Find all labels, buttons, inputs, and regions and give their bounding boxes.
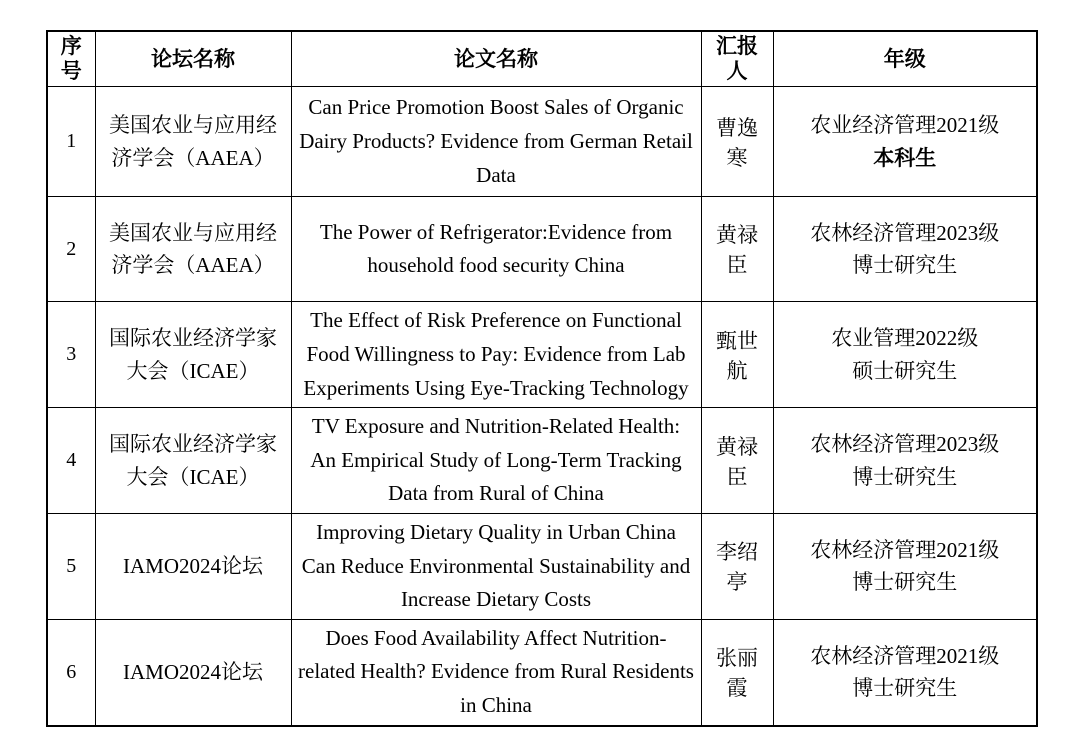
cell-no: 1 — [47, 87, 95, 197]
cell-presenter: 李绍亭 — [701, 513, 773, 619]
grade-level: 博士研究生 — [852, 676, 958, 701]
cell-forum: IAMO2024论坛 — [95, 513, 291, 619]
grade-program: 农林经济管理2021级 — [810, 537, 1000, 562]
table-row — [47, 408, 1037, 514]
cell-no: 4 — [47, 408, 95, 514]
cell-grade — [773, 408, 1037, 514]
table-row — [47, 197, 1037, 302]
cell-presenter: 甄世航 — [701, 302, 773, 408]
forum-papers-table — [46, 30, 1038, 727]
cell-no: 5 — [47, 513, 95, 619]
cell-paper: Can Price Promotion Boost Sales of Organic Dairy Products? Evidence from German Retail Data — [291, 87, 701, 197]
grade-level: 博士研究生 — [852, 570, 958, 595]
column-header-no: 序号 — [47, 31, 95, 87]
cell-forum: 国际农业经济学家大会（ICAE） — [95, 302, 291, 408]
table-row — [47, 619, 1037, 725]
cell-paper: Improving Dietary Quality in Urban China Can Reduce Environmental Sustainability and Increase Dietary Costs — [291, 513, 701, 619]
cell-paper: The Power of Refrigerator:Evidence from household food security China — [291, 197, 701, 302]
cell-paper: Does Food Availability Affect Nutrition-related Health? Evidence from Rural Residents in China — [291, 619, 701, 725]
cell-no: 2 — [47, 197, 95, 302]
grade-program: 农林经济管理2021级 — [810, 643, 1000, 668]
cell-no: 6 — [47, 619, 95, 725]
cell-grade — [773, 87, 1037, 197]
table-row — [47, 87, 1037, 197]
grade-program: 农林经济管理2023级 — [810, 220, 1000, 245]
cell-presenter: 黄禄臣 — [701, 197, 773, 302]
grade-program: 农林经济管理2023级 — [810, 432, 1000, 456]
column-header-forum: 论坛名称 — [95, 31, 291, 87]
grade-program: 农业管理2022级 — [831, 326, 979, 351]
table-header-row — [47, 31, 1037, 87]
grade-level: 硕士研究生 — [852, 358, 958, 383]
grade-level: 本科生 — [873, 145, 937, 170]
table-row — [47, 302, 1037, 408]
column-header-grade: 年级 — [773, 31, 1037, 87]
cell-paper: TV Exposure and Nutrition-Related Health: An Empirical Study of Long-Term Tracking Data from Rural of China — [291, 408, 701, 514]
cell-grade — [773, 619, 1037, 725]
table-row — [47, 513, 1037, 619]
grade-level: 博士研究生 — [852, 464, 958, 489]
grade-program: 农业经济管理2021级 — [810, 113, 1000, 138]
column-header-presenter: 汇报人 — [701, 31, 773, 87]
cell-presenter: 黄禄臣 — [701, 408, 773, 514]
cell-forum: 国际农业经济学家大会（ICAE） — [95, 408, 291, 514]
cell-grade — [773, 513, 1037, 619]
cell-presenter: 曹逸寒 — [701, 87, 773, 197]
column-header-paper: 论文名称 — [291, 31, 701, 87]
cell-forum: IAMO2024论坛 — [95, 619, 291, 725]
cell-presenter: 张丽霞 — [701, 619, 773, 725]
cell-forum: 美国农业与应用经济学会（AAEA） — [95, 197, 291, 302]
cell-grade — [773, 197, 1037, 302]
cell-grade — [773, 302, 1037, 408]
cell-no: 3 — [47, 302, 95, 408]
cell-forum: 美国农业与应用经济学会（AAEA） — [95, 87, 291, 197]
grade-level: 博士研究生 — [852, 253, 958, 278]
cell-paper: The Effect of Risk Preference on Functional Food Willingness to Pay: Evidence from Lab Experiments Using Eye-Tracking Technology — [291, 302, 701, 408]
